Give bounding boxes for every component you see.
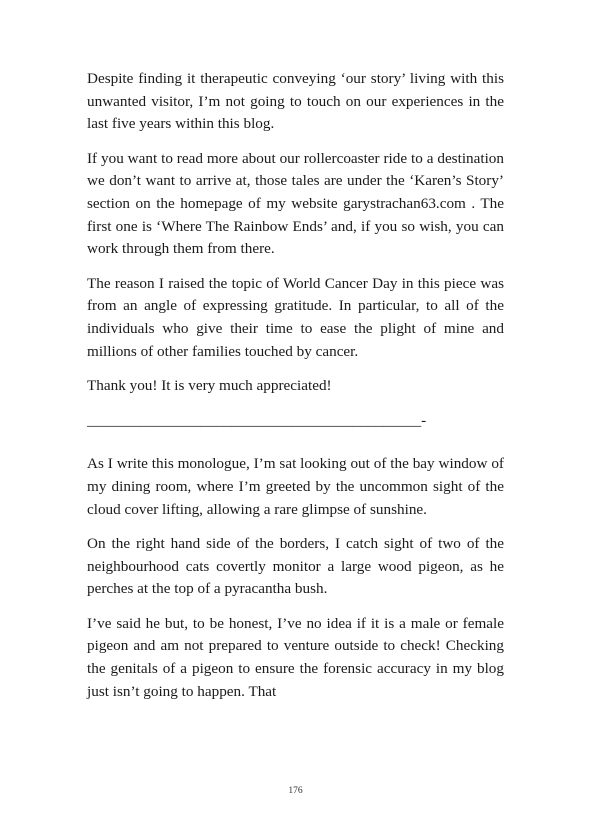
page-number: 176	[288, 786, 303, 796]
paragraph-bay-window: As I write this monologue, I’m sat looking out of the bay window of my dining room, where I’m greeted by the uncommon sight of the cloud cover lifting, allowing a rare glimpse of sunshine.	[87, 455, 504, 518]
paragraph-thank-you: Thank you! It is very much appreciated!	[87, 377, 332, 395]
paragraph-world-cancer-day: The reason I raised the topic of World Cancer Day in this piece was from an angle of expressing gratitude. In particular, to all of the individuals who give their time to ease the plight of mine and millions of other families touched by cancer.	[87, 274, 504, 360]
page-body	[87, 68, 504, 715]
paragraph-cats-pigeon: On the right hand side of the borders, I catch sight of two of the neighbourhood cats covertly monitor a large wood pigeon, as he perches at the top of a pyracantha bush.	[87, 535, 504, 598]
section-divider: ____________________________________________-	[87, 411, 427, 429]
paragraph-karens-story: If you want to read more about our rollercoaster ride to a destination we don’t want to arrive at, those tales are under the ‘Karen’s Story’ section on the homepage of my website garystrachan63.com . The first one is ‘Where The Rainbow Ends’ and, if you so wish, you can work through them from there.	[87, 149, 504, 258]
paragraph-blog-note: Despite finding it therapeutic conveying ‘our story’ living with this unwanted visitor, I’m not going to touch on our experiences in the last five years within this blog.	[87, 70, 504, 133]
paragraph-pigeon-gender: I’ve said he but, to be honest, I’ve no idea if it is a male or female pigeon and am not prepared to venture outside to check! Checking the genitals of a pigeon to ensure the forensic accuracy in my blog just isn’t going to happen. That	[87, 614, 504, 700]
